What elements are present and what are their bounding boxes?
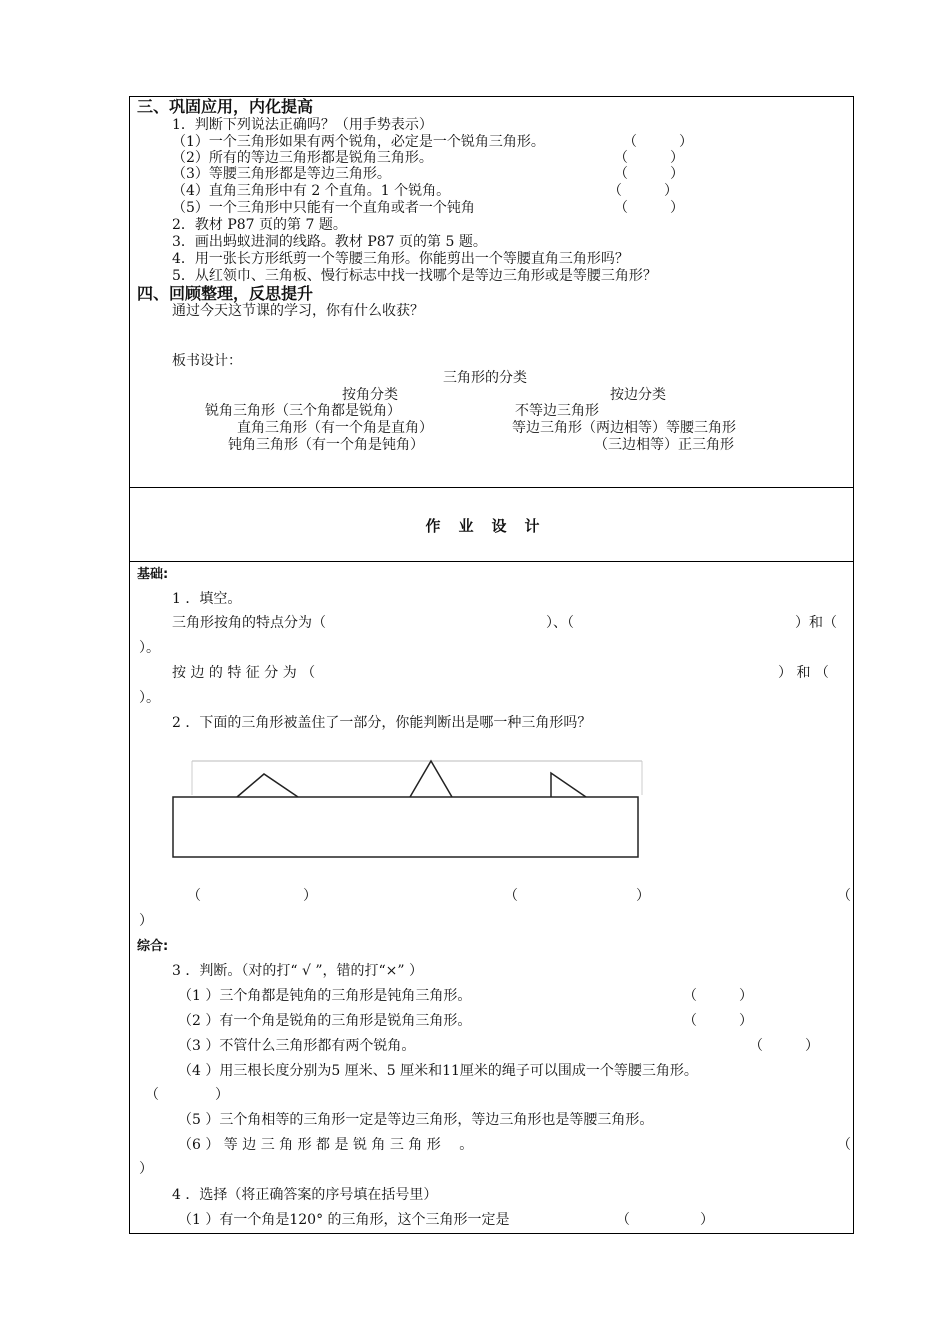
row-divider bbox=[129, 561, 854, 562]
board-label: 板书设计： bbox=[172, 353, 242, 369]
q1-item: （1）一个三角形如果有两个锐角，必定是一个锐角三角形。 bbox=[172, 134, 545, 150]
q3-item: （2 ）有一个角是锐角的三角形是锐角三角形。 bbox=[178, 1013, 472, 1029]
cover-rectangle bbox=[173, 797, 638, 857]
board-by-angle: 按角分类 bbox=[342, 387, 398, 403]
basic-q1: 1 ．填空。 bbox=[172, 591, 242, 607]
q3-item: （1 ）三个角都是钝角的三角形是钝角三角形。 bbox=[178, 988, 472, 1004]
q3-item-paren: （ bbox=[837, 1137, 851, 1153]
acute-triangle-tip bbox=[410, 761, 452, 797]
section4-prompt: 通过今天这节课的学习，你有什么收获？ bbox=[172, 303, 424, 319]
basic-q1-line1: 三角形按角的特点分为（ bbox=[172, 615, 326, 631]
section3-q2: 2．教材 P87 页的第 7 题。 bbox=[172, 217, 347, 233]
basic-q2-cont: ） bbox=[139, 913, 153, 929]
composite-label: 综合: bbox=[137, 939, 169, 954]
q1-item-paren: （ ） bbox=[614, 166, 684, 182]
board-angle-item: 锐角三角形（三个角都是锐角） bbox=[205, 403, 401, 419]
board-side-item: 不等边三角形 bbox=[515, 403, 599, 419]
q1-item-paren: （ ） bbox=[623, 134, 693, 150]
q3-item-cont: ） bbox=[139, 1161, 153, 1177]
q1-item-paren: （ ） bbox=[608, 183, 678, 199]
composite-q3: 3 ．判断。（对的打“ √ ”，错的打“×” ） bbox=[172, 963, 423, 979]
section3-q4: 4．用一张长方形纸剪一个等腰三角形。你能剪出一个等腰直角三角形吗？ bbox=[172, 251, 629, 267]
basic-q1-line2-cont: ）。 bbox=[139, 690, 160, 706]
basic-q2-answer: （ bbox=[837, 888, 851, 904]
q3-item-paren: （ ） bbox=[683, 988, 753, 1004]
q1-item-paren: （ ） bbox=[614, 150, 684, 166]
q3-item: （6 ） 等 边 三 角 形 都 是 锐 角 三 角 形 。 bbox=[178, 1137, 474, 1153]
basic-q1-line2: 按 边 的 特 征 分 为 （ bbox=[172, 665, 316, 681]
basic-q1-line2-end: ） 和 （ bbox=[778, 665, 829, 681]
section3-q3: 3．画出蚂蚁进洞的线路。教材 P87 页的第 5 题。 bbox=[172, 234, 487, 250]
right-triangle-tip bbox=[551, 773, 586, 797]
obtuse-triangle-tip bbox=[237, 774, 298, 797]
basic-q2-answer: （ bbox=[187, 888, 201, 904]
q4-item: （1 ）有一个角是120° 的三角形，这个三角形一定是 bbox=[178, 1212, 510, 1228]
basic-q1-line1-end: ）和（ bbox=[795, 615, 837, 631]
board-angle-item: 直角三角形（有一个角是直角） bbox=[237, 420, 433, 436]
board-angle-item: 钝角三角形（有一个角是钝角） bbox=[228, 437, 424, 453]
basic-q2: 2 ．下面的三角形被盖住了一部分，你能判断出是哪一种三角形吗？ bbox=[172, 715, 592, 731]
row-divider bbox=[129, 487, 854, 488]
basic-label: 基础: bbox=[137, 567, 169, 582]
q4-item-paren: （ ） bbox=[616, 1212, 714, 1228]
q1-item: （4）直角三角形中有 2 个直角。1 个锐角。 bbox=[172, 183, 451, 199]
section3-q5: 5．从红领巾、三角板、慢行标志中找一找哪个是等边三角形或是等腰三角形？ bbox=[172, 268, 657, 284]
basic-q2-answer: ） bbox=[303, 888, 317, 904]
section4-heading: 四、回顾整理，反思提升 bbox=[137, 284, 314, 303]
composite-q4: 4 ．选择（将正确答案的序号填在括号里） bbox=[172, 1187, 438, 1203]
q3-item: （4 ）用三根长度分别为5 厘米、5 厘米和11厘米的绳子可以围成一个等腰三角形。 bbox=[178, 1063, 698, 1079]
q1-item: （2）所有的等边三角形都是锐角三角形。 bbox=[172, 150, 433, 166]
q3-item-cont: （ ） bbox=[145, 1087, 229, 1103]
board-title: 三角形的分类 bbox=[443, 370, 527, 386]
board-side-item: 等边三角形（两边相等）等腰三角形 bbox=[512, 420, 736, 436]
q3-item-paren: （ ） bbox=[683, 1013, 753, 1029]
board-by-side: 按边分类 bbox=[610, 387, 666, 403]
basic-q1-line1-mid: ）、（ bbox=[546, 615, 574, 631]
basic-q2-answer: ） bbox=[636, 888, 650, 904]
basic-q2-answer: （ bbox=[504, 888, 518, 904]
q1-item: （5）一个三角形中只能有一个直角或者一个钝角 bbox=[172, 200, 475, 216]
q1-item-paren: （ ） bbox=[614, 200, 684, 216]
q3-item-paren: （ ） bbox=[749, 1038, 819, 1054]
board-side-item: （三边相等）正三角形 bbox=[594, 437, 734, 453]
q3-item: （5 ）三个角相等的三角形一定是等边三角形，等边三角形也是等腰三角形。 bbox=[178, 1112, 654, 1128]
covered-triangles-figure bbox=[165, 755, 645, 865]
homework-title: 作业设计 bbox=[425, 517, 558, 535]
q3-item: （3 ）不管什么三角形都有两个锐角。 bbox=[178, 1038, 416, 1054]
q1-item: （3）等腰三角形都是等边三角形。 bbox=[172, 166, 391, 182]
basic-q1-line1-cont: ）。 bbox=[139, 640, 160, 656]
section3-heading: 三、巩固应用，内化提高 bbox=[137, 97, 314, 116]
section3-q1: 1．判断下列说法正确吗？（用手势表示） bbox=[172, 117, 433, 133]
